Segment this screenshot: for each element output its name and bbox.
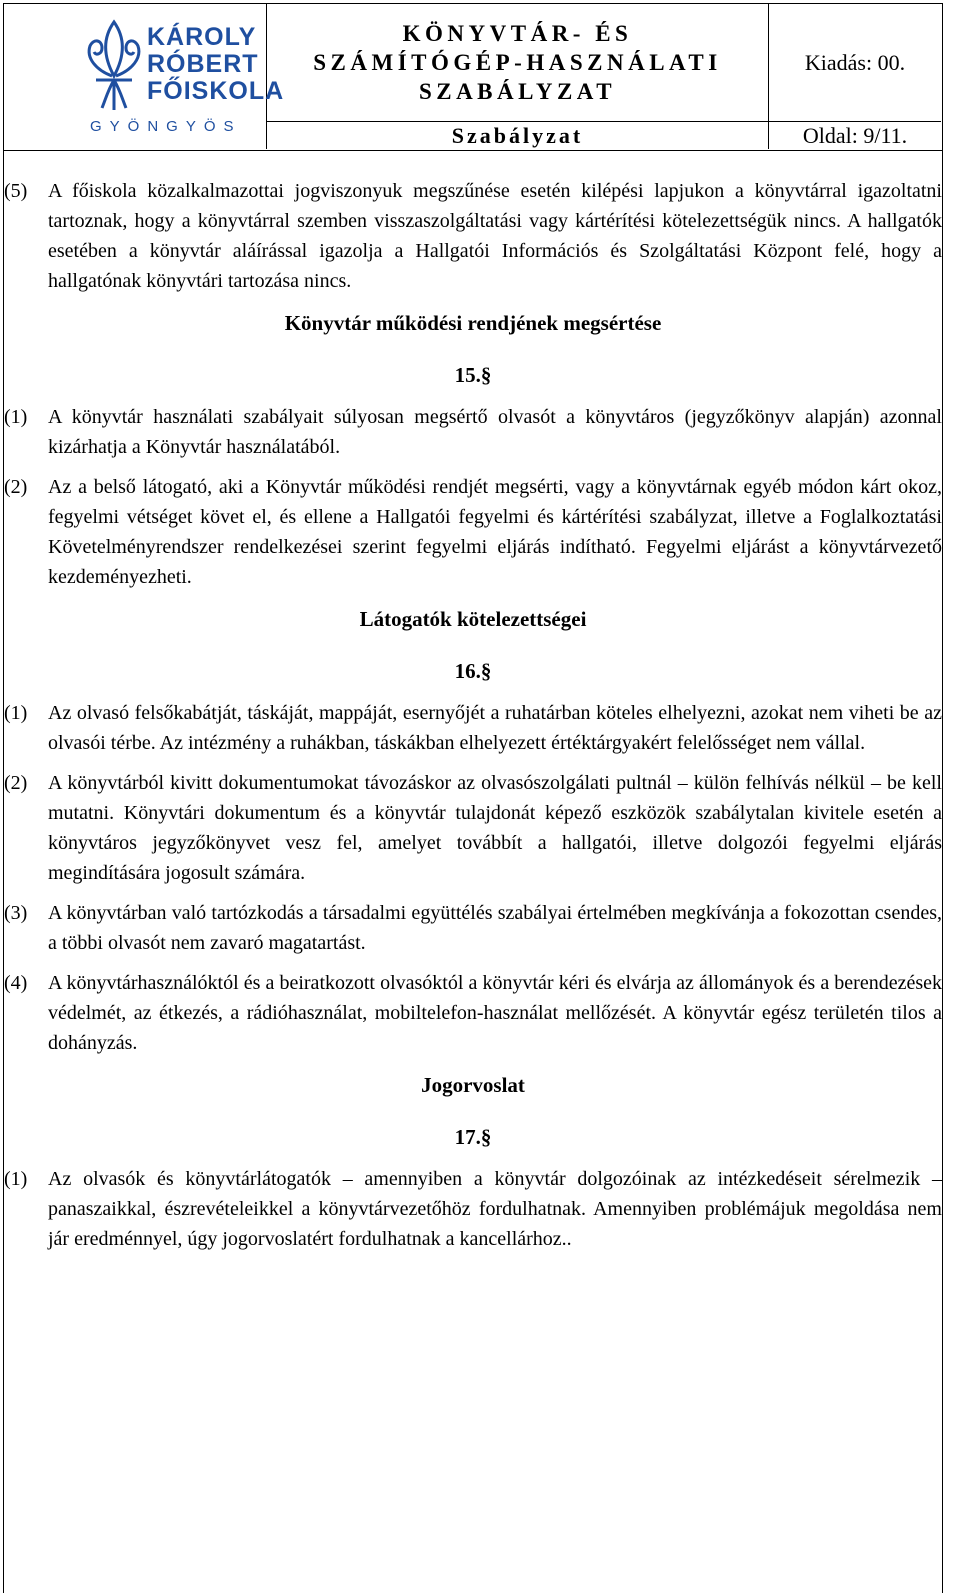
document-type: Szabályzat	[267, 122, 769, 149]
logo-cell	[4, 4, 285, 149]
paragraph-15-1	[4, 402, 942, 462]
paragraph-number: (3)	[4, 902, 28, 924]
document-body	[4, 176, 942, 1264]
edition-label: Kiadás: 00.	[769, 4, 941, 122]
paragraph-text: A könyvtár használati szabályait súlyosan megsértő olvasót a könyvtáros (jegyzőkönyv alapján) azonnal kizárhatja a Könyvtár használatából.	[48, 406, 942, 458]
paragraph-16-3	[4, 898, 942, 958]
section-heading-16: Látogatók kötelezettségei	[359, 607, 587, 631]
paragraph-number: (2)	[4, 772, 28, 794]
page-number: Oldal: 9/11.	[802, 122, 908, 148]
paragraph-number: (1)	[4, 406, 28, 428]
paragraph-15-2	[4, 472, 942, 592]
paragraph-text: A könyvtárban való tartózkodás a társadalmi együttélés szabályai értelmében megkívánja a fokozottan csendes, a többi olvasót nem zavaró magatartást.	[48, 902, 942, 954]
paragraph-16-2	[4, 768, 942, 888]
paragraph-17-1	[4, 1164, 942, 1254]
logo-line-1: KÁROLY	[147, 23, 257, 51]
title-line-3: SZABÁLYZAT	[418, 79, 617, 104]
paragraph-intro	[4, 176, 942, 296]
section-heading-15: Könyvtár működési rendjének megsértése	[284, 311, 662, 335]
right-margin-line	[942, 151, 943, 1593]
fleur-de-lis-logo-icon	[82, 18, 146, 114]
paragraph-number: (1)	[4, 702, 28, 724]
paragraph-text: A könyvtárból kivitt dokumentumokat távozáskor az olvasószolgálati pultnál – külön felhívás nélkül – be kell mutatni. Könyvtári dokumentum és a könyvtár tulajdonát képező eszközök szabálytalan kivitele esetén a könyvtáros jegyzőkönyvet vesz fel, amelyet továbbít a hallgatói, illetve dolgozói fegyelmi eljárás megindítására jogosult számára.	[48, 772, 942, 884]
paragraph-number: (1)	[4, 1168, 28, 1190]
section-number-17: 17.§	[454, 1125, 492, 1149]
section-number-16: 16.§	[454, 659, 492, 683]
logo-wordmark	[147, 24, 284, 105]
logo-line-2: RÓBERT	[147, 50, 259, 78]
logo-city: GYÖNGYÖS	[90, 118, 242, 135]
paragraph-text: A főiskola közalkalmazottai jogviszonyuk megszűnése esetén kilépési lapjukon a könyvtárral igazoltatni tartoznak, hogy a könyvtárral szemben visszaszolgáltatási vagy kártérítési kötelezettségük nincs. A hallgatók esetében a könyvtár aláírással igazolja a Hallgatói Információs és Szolgáltatási Központ felé, hogy a hallgatónak könyvtári tartozása nincs.	[48, 180, 942, 292]
paragraph-number: (5)	[4, 180, 28, 202]
paragraph-16-1	[4, 698, 942, 758]
paragraph-16-4	[4, 968, 942, 1058]
section-number-15: 15.§	[454, 363, 492, 387]
paragraph-text: A könyvtárhasználóktól és a beiratkozott olvasóktól a könyvtár kéri és elvárja az állományok és a berendezések védelmét, az étkezés, a rádióhasználat, mobiltelefon-használat mellőzését. A könyvtár egész területén tilos a dohányzás.	[48, 972, 942, 1054]
paragraph-text: Az olvasók és könyvtárlátogatók – amennyiben a könyvtár dolgozóinak az intézkedéseit sérelmezik – panaszaikkal, észrevételeikkel a könyvtárvezetőhöz fordulhatnak. Amennyiben problémájuk megoldása nem jár eredménnyel, úgy jogorvoslatért fordulhatnak a kancellárhoz..	[48, 1168, 942, 1250]
section-heading-17: Jogorvoslat	[421, 1073, 525, 1097]
document-title	[267, 4, 769, 122]
paragraph-text: Az olvasó felsőkabátját, táskáját, mappáját, esernyőjét a ruhatárban köteles elhelyezni, azokat nem viheti be az olvasói térbe. Az intézmény a ruhákban, táskákban elhelyezett értéktárgyakért felelősséget nem vállal.	[48, 702, 942, 754]
paragraph-text: Az a belső látogató, aki a Könyvtár működési rendjét megsérti, vagy a könyvtárnak egyéb módon kárt okoz, fegyelmi vétséget követ el, és ellene a Hallgatói fegyelmi és kártérítési szabályzat, illetve a Foglalkoztatási Követelményrendszer rendelkezései szerint fegyelmi eljárás indítható. Fegyelmi eljárást a könyvtárvezető kezdeményezheti.	[48, 476, 942, 588]
logo-line-3: FŐISKOLA	[147, 77, 285, 105]
paragraph-number: (4)	[4, 972, 28, 994]
document-header	[3, 3, 943, 151]
title-line-2: SZÁMÍTÓGÉP-HASZNÁLATI	[313, 50, 722, 75]
title-line-1: KÖNYVTÁR- ÉS	[402, 21, 633, 46]
paragraph-number: (2)	[4, 476, 28, 498]
